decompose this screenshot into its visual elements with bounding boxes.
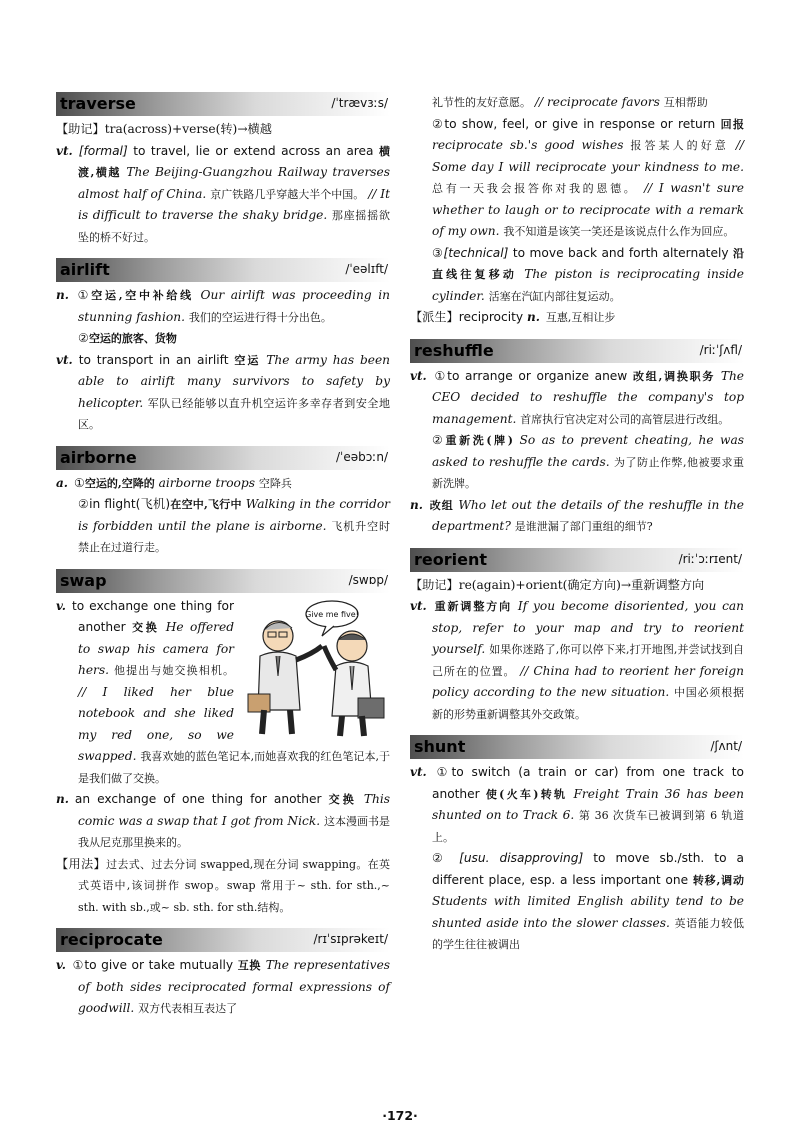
phonetic: /ˈeəlɪft/	[345, 262, 388, 276]
sense: vt. ①to arrange or organize anew 改组,调换职务 The CEO decided to reshuffle the company's top management. 首席执行官决定对公司的高管层进行改组。	[410, 368, 745, 426]
cartoon-illustration	[240, 598, 390, 738]
headword-bar	[56, 928, 390, 952]
entry-reciprocate	[56, 928, 390, 1020]
left-column	[56, 92, 390, 1030]
headword: reshuffle	[414, 340, 494, 360]
headword-bar	[56, 258, 390, 282]
entry-swap	[56, 569, 390, 919]
headword: swap	[60, 570, 107, 590]
sense: a. ①空运的,空降的 airborne troops 空降兵	[56, 475, 292, 490]
sense: n. 改组 Who let out the details of the reshuffle in the department? 是谁泄漏了部门重组的细节?	[410, 497, 745, 533]
entry-shunt	[410, 735, 744, 956]
phonetic: /riːˈɔːrɪent/	[678, 551, 742, 566]
phonetic: /riːˈʃʌfl/	[699, 342, 742, 357]
right-column	[410, 92, 744, 966]
sense: vt. [formal] to travel, lie or extend across an area 横渡,横越 The Beijing-Guangzhou Railway traverses almost half of China. 京广铁路几乎穿越大半个中国。 // It is difficult to traverse the shaky bridge. 那座摇摇欲坠的桥不好过。	[56, 143, 391, 244]
sense: vt. ①to switch (a train or car) from one track to another 使(火车)转轨 Freight Train 36 has been shunted on to Track 6. 第 36 次货车已被调到第 6 轨道上。	[410, 765, 744, 844]
entry-reorient	[410, 548, 744, 726]
headword-bar	[410, 339, 744, 363]
sense: ②重新洗(牌) So as to prevent cheating, he was asked to reshuffle the cards. 为了防止作弊,他被要求重新洗牌。	[432, 433, 744, 490]
sense: ②in flight(飞机)在空中,飞行中 Walking in the corridor is forbidden until the plane is airborne. 飞机升空时禁止在过道行走。	[78, 497, 391, 554]
headword: reciprocate	[60, 930, 163, 949]
mnemonic: 【助记】tra(across)+verse(转)→横越	[56, 122, 272, 136]
entry-airborne	[56, 446, 390, 559]
sense: ③[technical] to move back and forth alternately 沿直线往复移动 The piston is reciprocating inside cylinder. 活塞在汽缸内部往复运动。	[432, 245, 744, 303]
usage-note: 【用法】过去式、过去分词 swapped,现在分词 swapping。在英式英语中,该词拼作 swop。swap 常用于~ sth. for sth.,~ sth. with sb.,或~ sb. sth. for sth.结构。	[56, 856, 391, 914]
phonetic: /ʃʌnt/	[710, 739, 742, 753]
headword-bar	[56, 569, 390, 593]
sense: ②空运的旅客、货物	[78, 331, 177, 345]
sense: n. ①空运,空中补给线 Our airlift was proceeding in stunning fashion. 我们的空运进行得十分出色。	[56, 288, 391, 324]
page-number: ·172·	[382, 1108, 418, 1123]
phonetic: /ˈtrævɜːs/	[331, 96, 388, 110]
sense: n. an exchange of one thing for another 交换 This comic was a swap that I got from Nick. 这本漫画书是我从尼克那里换来的。	[56, 792, 391, 849]
headword: airlift	[60, 260, 110, 279]
headword-bar	[410, 548, 744, 572]
headword: reorient	[414, 549, 487, 569]
entry-reciprocate-continued	[410, 92, 744, 329]
phonetic: /ˈeəbɔːn/	[335, 449, 388, 464]
sense: v. to exchange one thing for another 交换 He offered to swap his camera for hers. 他提出与她交换相机。 // I liked her blue notebook and she liked my red one, so we swapped. 我喜欢她的蓝色笔记本,而她喜欢我的红色笔记本,于是我们做了交换。	[56, 598, 390, 785]
headword: traverse	[60, 94, 136, 113]
speech-bubble-text: Give me five!	[305, 609, 359, 619]
mnemonic: 【助记】re(again)+orient(确定方向)→重新调整方向	[410, 577, 705, 592]
sense: v. ①to give or take mutually 互换 The representatives of both sides reciprocated formal expressions of goodwill. 双方代表相互表达了	[56, 958, 391, 1015]
entry-airlift	[56, 258, 390, 436]
sense: ②to show, feel, or give in response or return 回报 reciprocate sb.'s good wishes 报答某人的好意 // Some day I will reciprocate your kindness to me. 总有一天我会报答你对我的恩德。 // I wasn't sure whether to laugh or to reciprocate with a remark of my own. 我不知道是该笑一笑还是该说点什么作为回应。	[432, 116, 745, 238]
sense: vt. 重新调整方向 If you become disoriented, you can stop, refer to your map and try to reorient yourself. 如果你迷路了,你可以停下来,打开地图,并尝试找到自己所在的位置。 // China had to reorient her foreign policy according to the new situation. 中国必须根据新的形势重新调整其外交政策。	[410, 599, 745, 721]
headword-bar	[410, 735, 744, 759]
entry-traverse	[56, 92, 390, 248]
phonetic: /rɪˈsɪprəkeɪt/	[313, 932, 388, 946]
headword: shunt	[414, 737, 466, 756]
headword: airborne	[60, 447, 137, 467]
sense: vt. to transport in an airlift 空运 The army has been able to airlift many survivors to safety by helicopter. 军队已经能够以直升机空运许多幸存者到安全地区。	[56, 352, 391, 431]
sense: ② [usu. disapproving] to move sb./sth. to a different place, esp. a less important one 转移,调动 Students with limited English ability tend to be shunted aside into the slower classes. 英语能力较低的学生往往被调出	[432, 851, 745, 951]
sense: 礼节性的友好意愿。 // reciprocate favors 互相帮助	[432, 95, 708, 109]
derivation: 【派生】reciprocity n. 互惠,互相让步	[410, 310, 616, 324]
headword-bar	[56, 446, 390, 470]
entry-reshuffle	[410, 339, 744, 538]
headword-bar	[56, 92, 390, 116]
phonetic: /swɒp/	[348, 572, 388, 587]
